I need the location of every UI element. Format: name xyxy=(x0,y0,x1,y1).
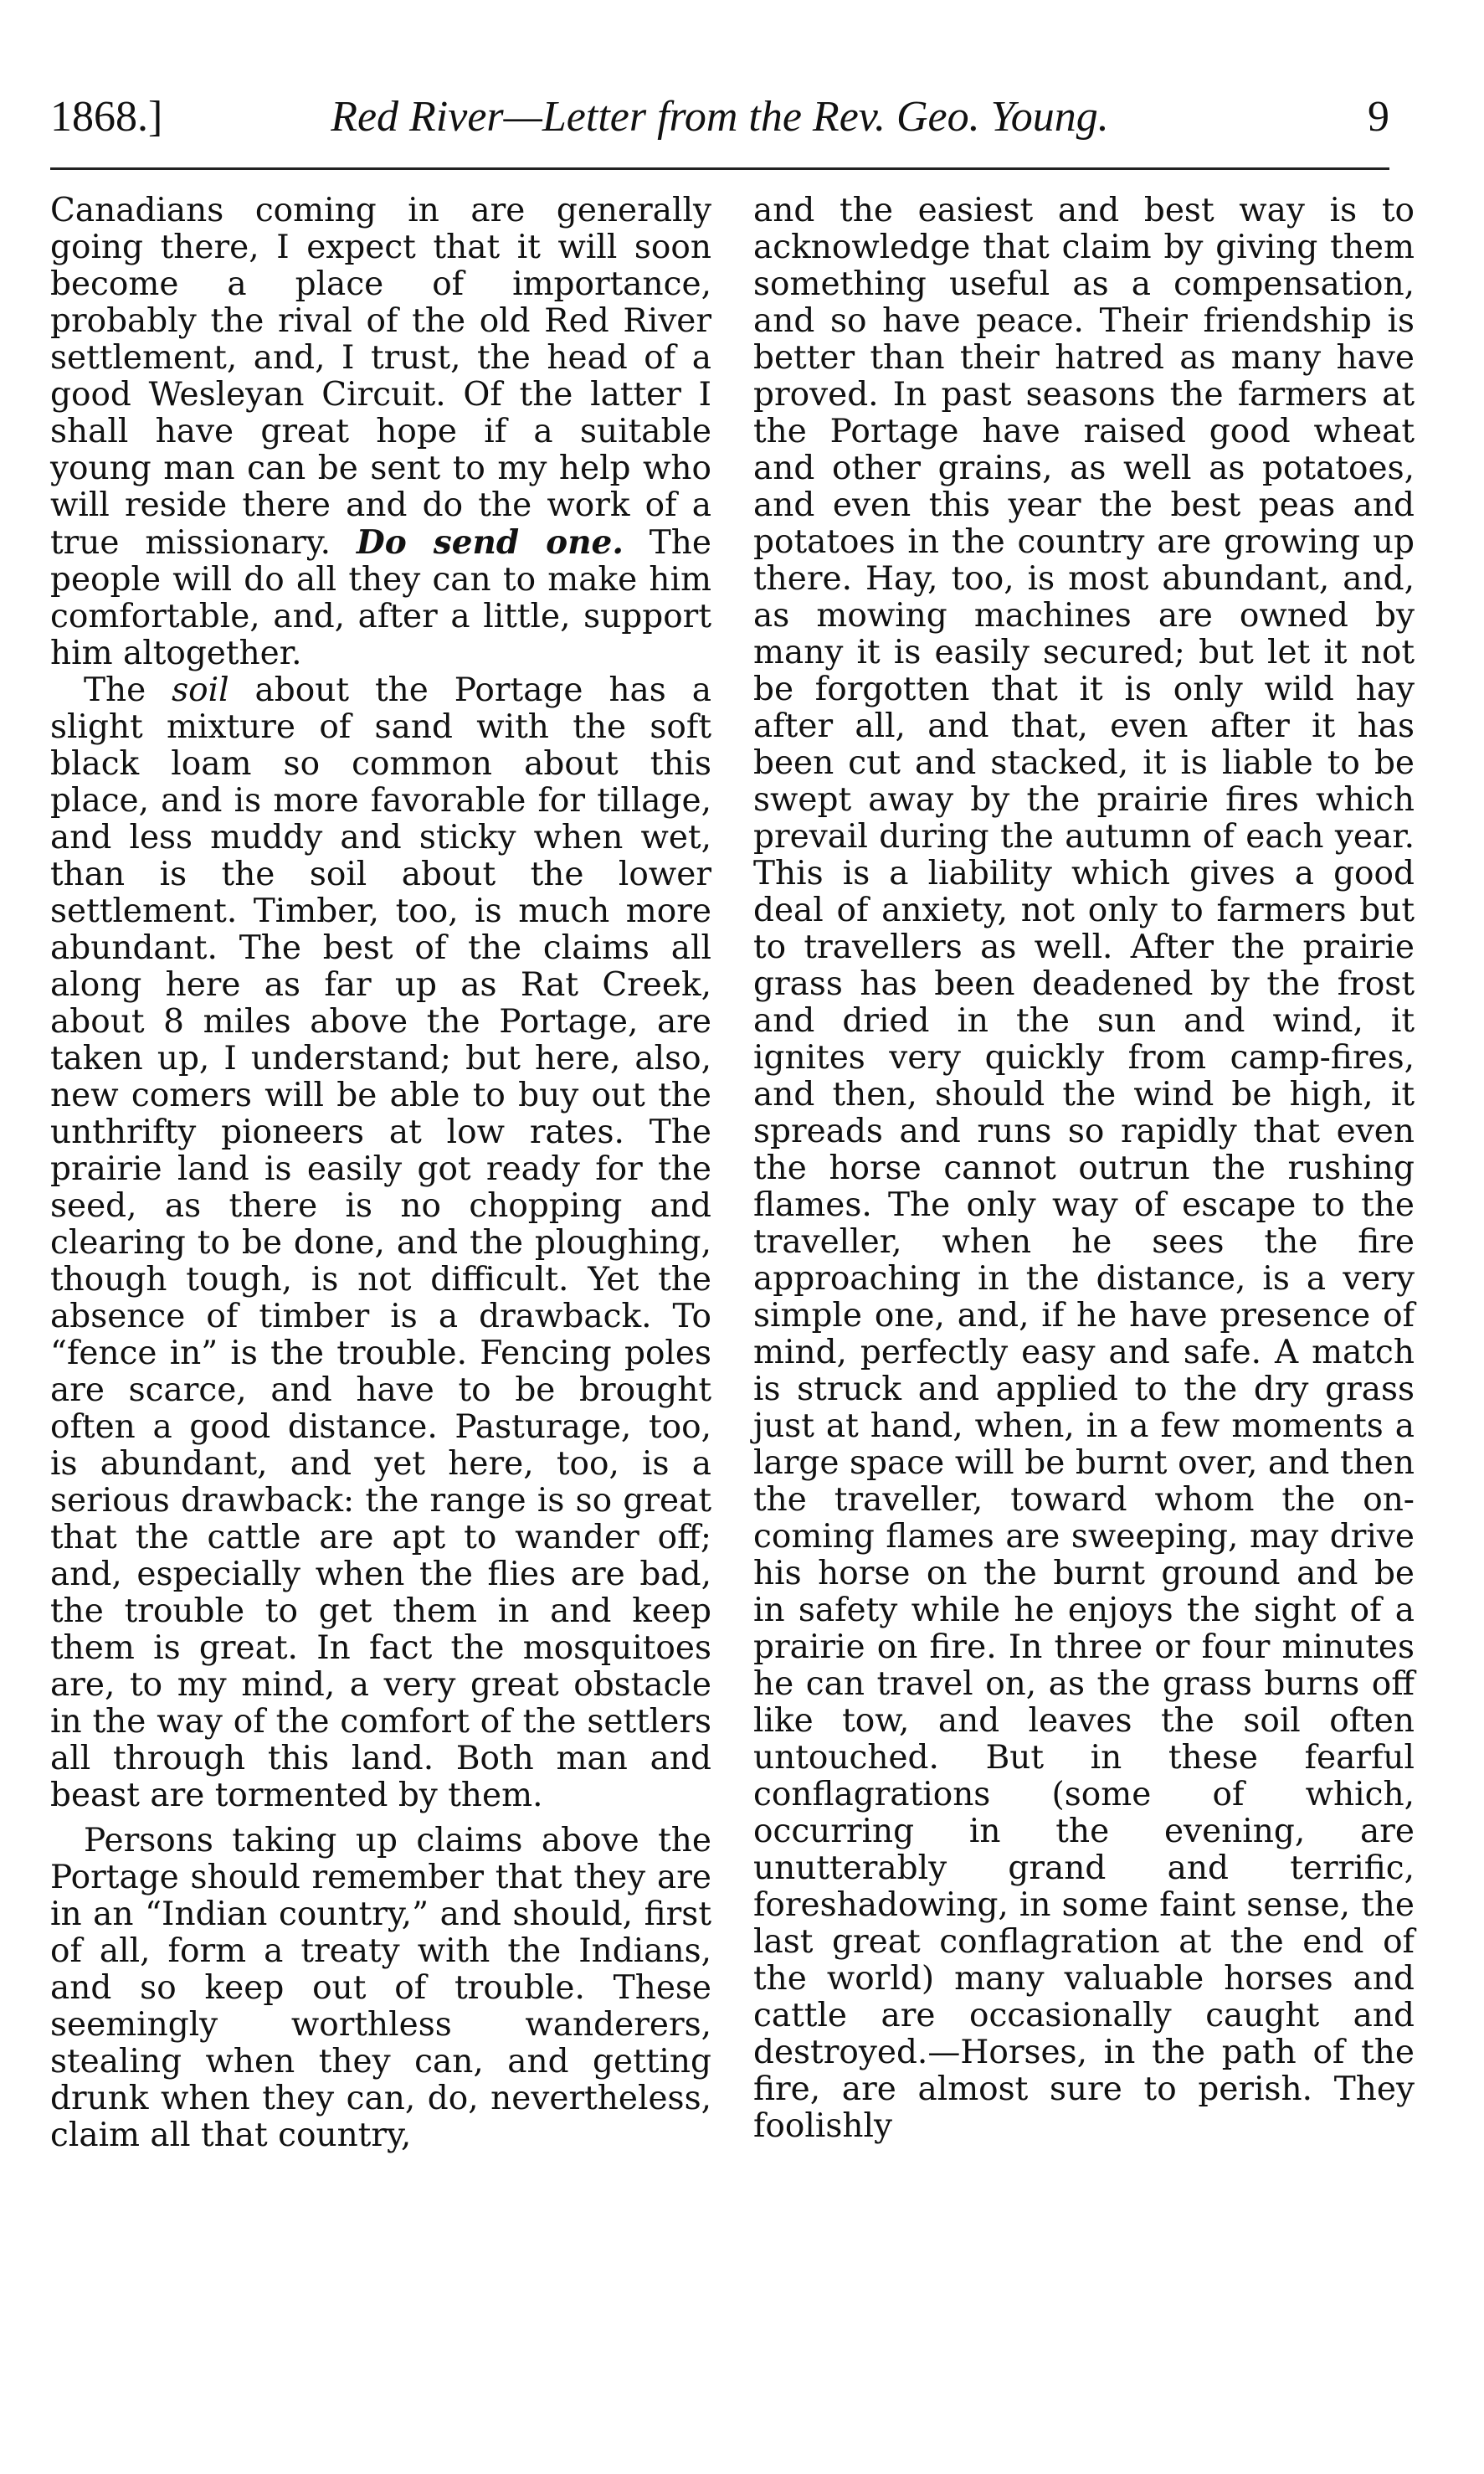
header-title: Red River—Letter from the Rev. Geo. Young. xyxy=(331,93,1109,141)
paragraph: Persons taking up claims above the Portage should remember that they are in an “Indian country,” and should, first of all, form a treaty with the Indians, and so keep out of trouble. These seemingly worthless wanderers, stealing when they can, and getting drunk when they can, do, nevertheless, claim all that country, xyxy=(50,1822,711,2154)
paragraph-text: Canadians coming in are generally going there, I expect that it will soon become a place of importance, probably the rival of the old Red River settlement, and, I trust, the head of a good Wesleyan Circuit. Of the latter I shall have great hope if a suitable young man can be sent to my help who will reside there and do the work of a true missionary. xyxy=(50,192,711,562)
paragraph: and the easiest and best way is to acknowledge that claim by giving them something useful as a compensation, and so have peace. Their friendship is better than their hatred as many have proved. In past seasons the farmers at the Portage have raised good wheat and other grains, as well as potatoes, and even this year the best peas and potatoes in the country are growing up there. Hay, too, is most abundant, and, as mowing machines are owned by many it is easily secured; but let it not be forgotten that it is only wild hay after all, and that, even after it has been cut and stacked, it is liable to be swept away by the prairie fires which prevail during the autumn of each year. This is a liability which gives a good deal of anxiety, not only to farmers but to travellers as well. After the prairie grass has been deadened by the frost and dried in the sun and wind, it ignites very quickly from camp-fires, and then, should the wind be high, it spreads and runs so rapidly that even the horse cannot outrun the rushing flames. The only way of escape to the traveller, when he sees the fire approaching in the distance, is a very simple one, and, if he have presence of mind, perfectly easy and safe. A match is struck and applied to the dry grass just at hand, when, in a few moments a large space will be burnt over, and then the traveller, toward whom the on-coming flames are sweeping, may drive his horse on the burnt ground and be in safety while he enjoys the sight of a prairie on fire. In three or four minutes he can travel on, as the grass burns off like tow, and leaves the soil often untouched. But in these fearful conflagrations (some of which, occurring in the evening, are unutterably grand and terrific, foreshadowing, in some faint sense, the last great conflagration at the end of the world) many valuable horses and cattle are occasionally caught and destroyed.—Horses, in the path of the fire, are almost sure to perish. They foolishly xyxy=(753,192,1415,2145)
paragraph xyxy=(50,193,711,672)
emphasis-text: soil xyxy=(172,671,229,709)
header-year: 1868.] xyxy=(50,93,163,141)
paragraph-text: The people will do all they can to make him comfortable, and, after a little, support him altogether. xyxy=(50,524,712,672)
paragraph xyxy=(50,672,711,1814)
emphasis-text: Do send one. xyxy=(356,523,624,562)
right-column xyxy=(753,193,1415,2145)
paragraph-text: about the Portage has a slight mixture of sand with the soft black loam so common about this place, and is more favorable for tillage, and less muddy and sticky when wet, than is the soil about the lower settlement. Timber, too, is much more abundant. The best of the claims all along here as far up as Rat Creek, about 8 miles above the Portage, are taken up, I understand; but here, also, new comers will be able to buy out the unthrifty pioneers at low rates. The prairie land is easily got ready for the seed, as there is no chopping and clearing to be done, and the ploughing, though tough, is not difficult. Yet the absence of timber is a drawback. To “fence in” is the trouble. Fencing poles are scarce, and have to be brought often a good distance. Pasturage, too, is abundant, and yet here, too, is a serious drawback: the range is so great that the cattle are apt to wander off; and, especially when the flies are bad, the trouble to get them in and keep them is great. In fact the mosquitoes are, to my mind, a very great obstacle in the way of the comfort of the settlers all through this land. Both man and beast are tormented by them. xyxy=(50,671,712,1814)
paragraph-text: The xyxy=(84,671,172,709)
page-number: 9 xyxy=(1368,93,1389,141)
left-column xyxy=(50,193,711,2154)
running-header xyxy=(33,87,1406,146)
header-rule xyxy=(50,167,1389,170)
